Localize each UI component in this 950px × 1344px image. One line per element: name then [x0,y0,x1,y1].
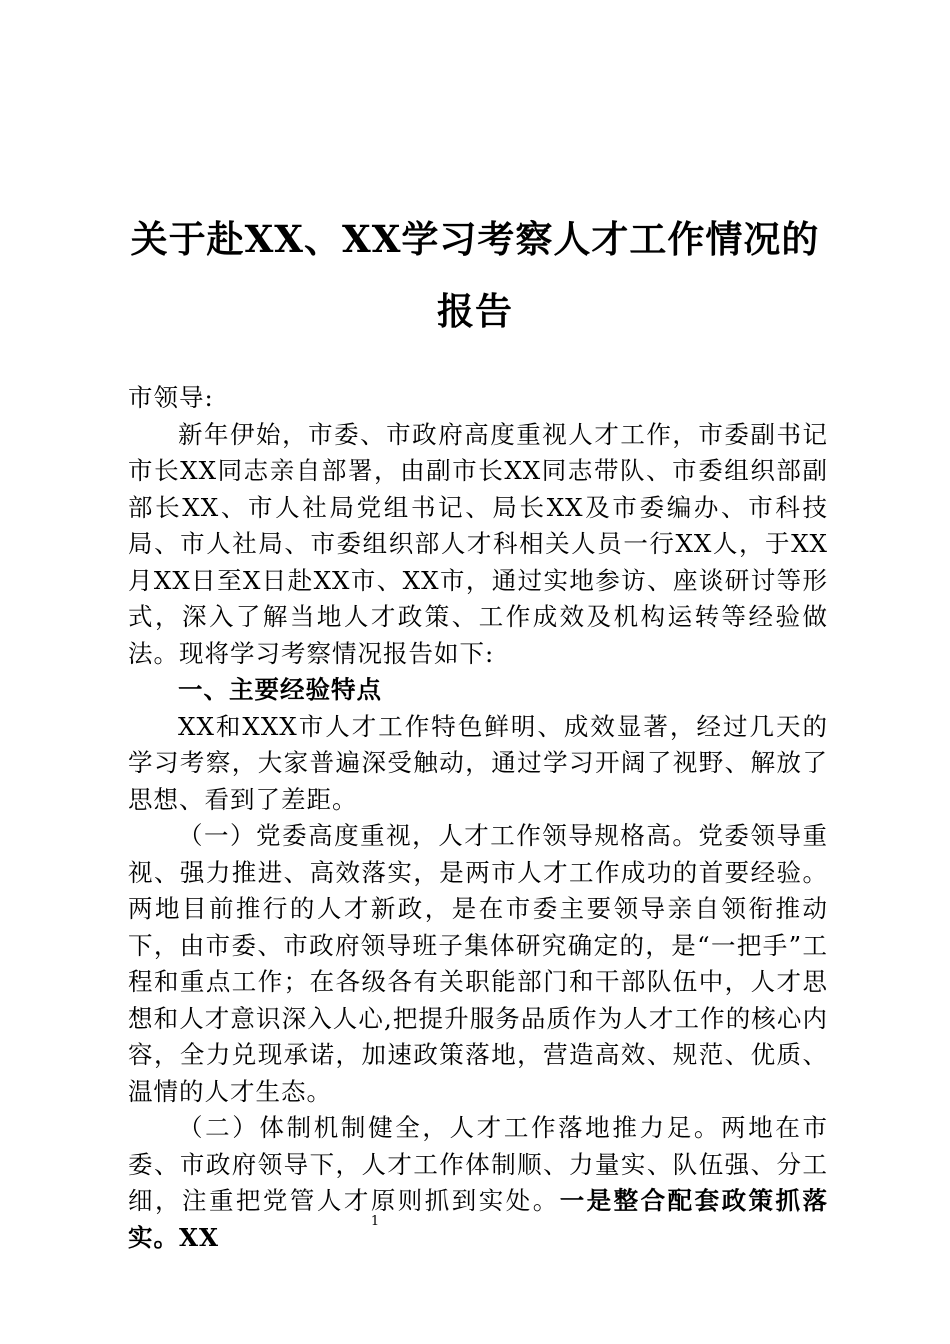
paragraph-point-1: （一）党委高度重视，人才工作领导规格高。党委领导重视、强力推进、高效落实，是两市人才工作成功的首要经验。两地目前推行的人才新政，是在市委主要领导亲自领衔推动下，由市委、市政府领导班子集体研究确定的，是“一把手”工程和重点工作；在各级各有关职能部门和干部队伍中，人才思想和人才意识深入人心,把提升服务品质作为人才工作的核心内容，全力兑现承诺，加速政策落地，营造高效、规范、优质、温情的人才生态。 [128,821,828,1106]
paragraph-overview: XX和XXX市人才工作特色鲜明、成效显著，经过几天的学习考察，大家普遍深受触动，通过学习开阔了视野、解放了思想、看到了差距。 [128,711,828,814]
paragraph-intro: 新年伊始，市委、市政府高度重视人才工作，市委副书记市长XX同志亲自部署，由副市长XX同志带队、市委组织部副部长XX、市人社局党组书记、局长XX及市委编办、市科技局、市人社局、市委组织部人才科相关人员一行XX人，于XX月XX日至X日赴XX市、XX市，通过实地参访、座谈研讨等形式，深入了解当地人才政策、工作成效及机构运转等经验做法。现将学习考察情况报告如下: [128,419,828,668]
paragraph-point-2 [128,1110,828,1256]
paragraph-point-2-text: （二）体制机制健全，人才工作落地推力足。两地在市委、市政府领导下，人才工作体制顺、力量实、队伍强、分工细，注重把党管人才原则抓到实处。 [128,1113,828,1215]
document-body [128,380,828,1256]
section-heading-1: 一、主要经验特点 [178,675,382,704]
salutation: 市领导: [128,383,214,412]
paragraph-point-2-bold: 一是整合配套政策抓落实。XX [128,1186,829,1252]
document-title-line-1: 关于赴XX、XX学习考察人才工作情况的 [130,217,820,261]
document-title-line-2: 报告 [437,289,513,333]
page-number: 1 [370,1214,380,1229]
